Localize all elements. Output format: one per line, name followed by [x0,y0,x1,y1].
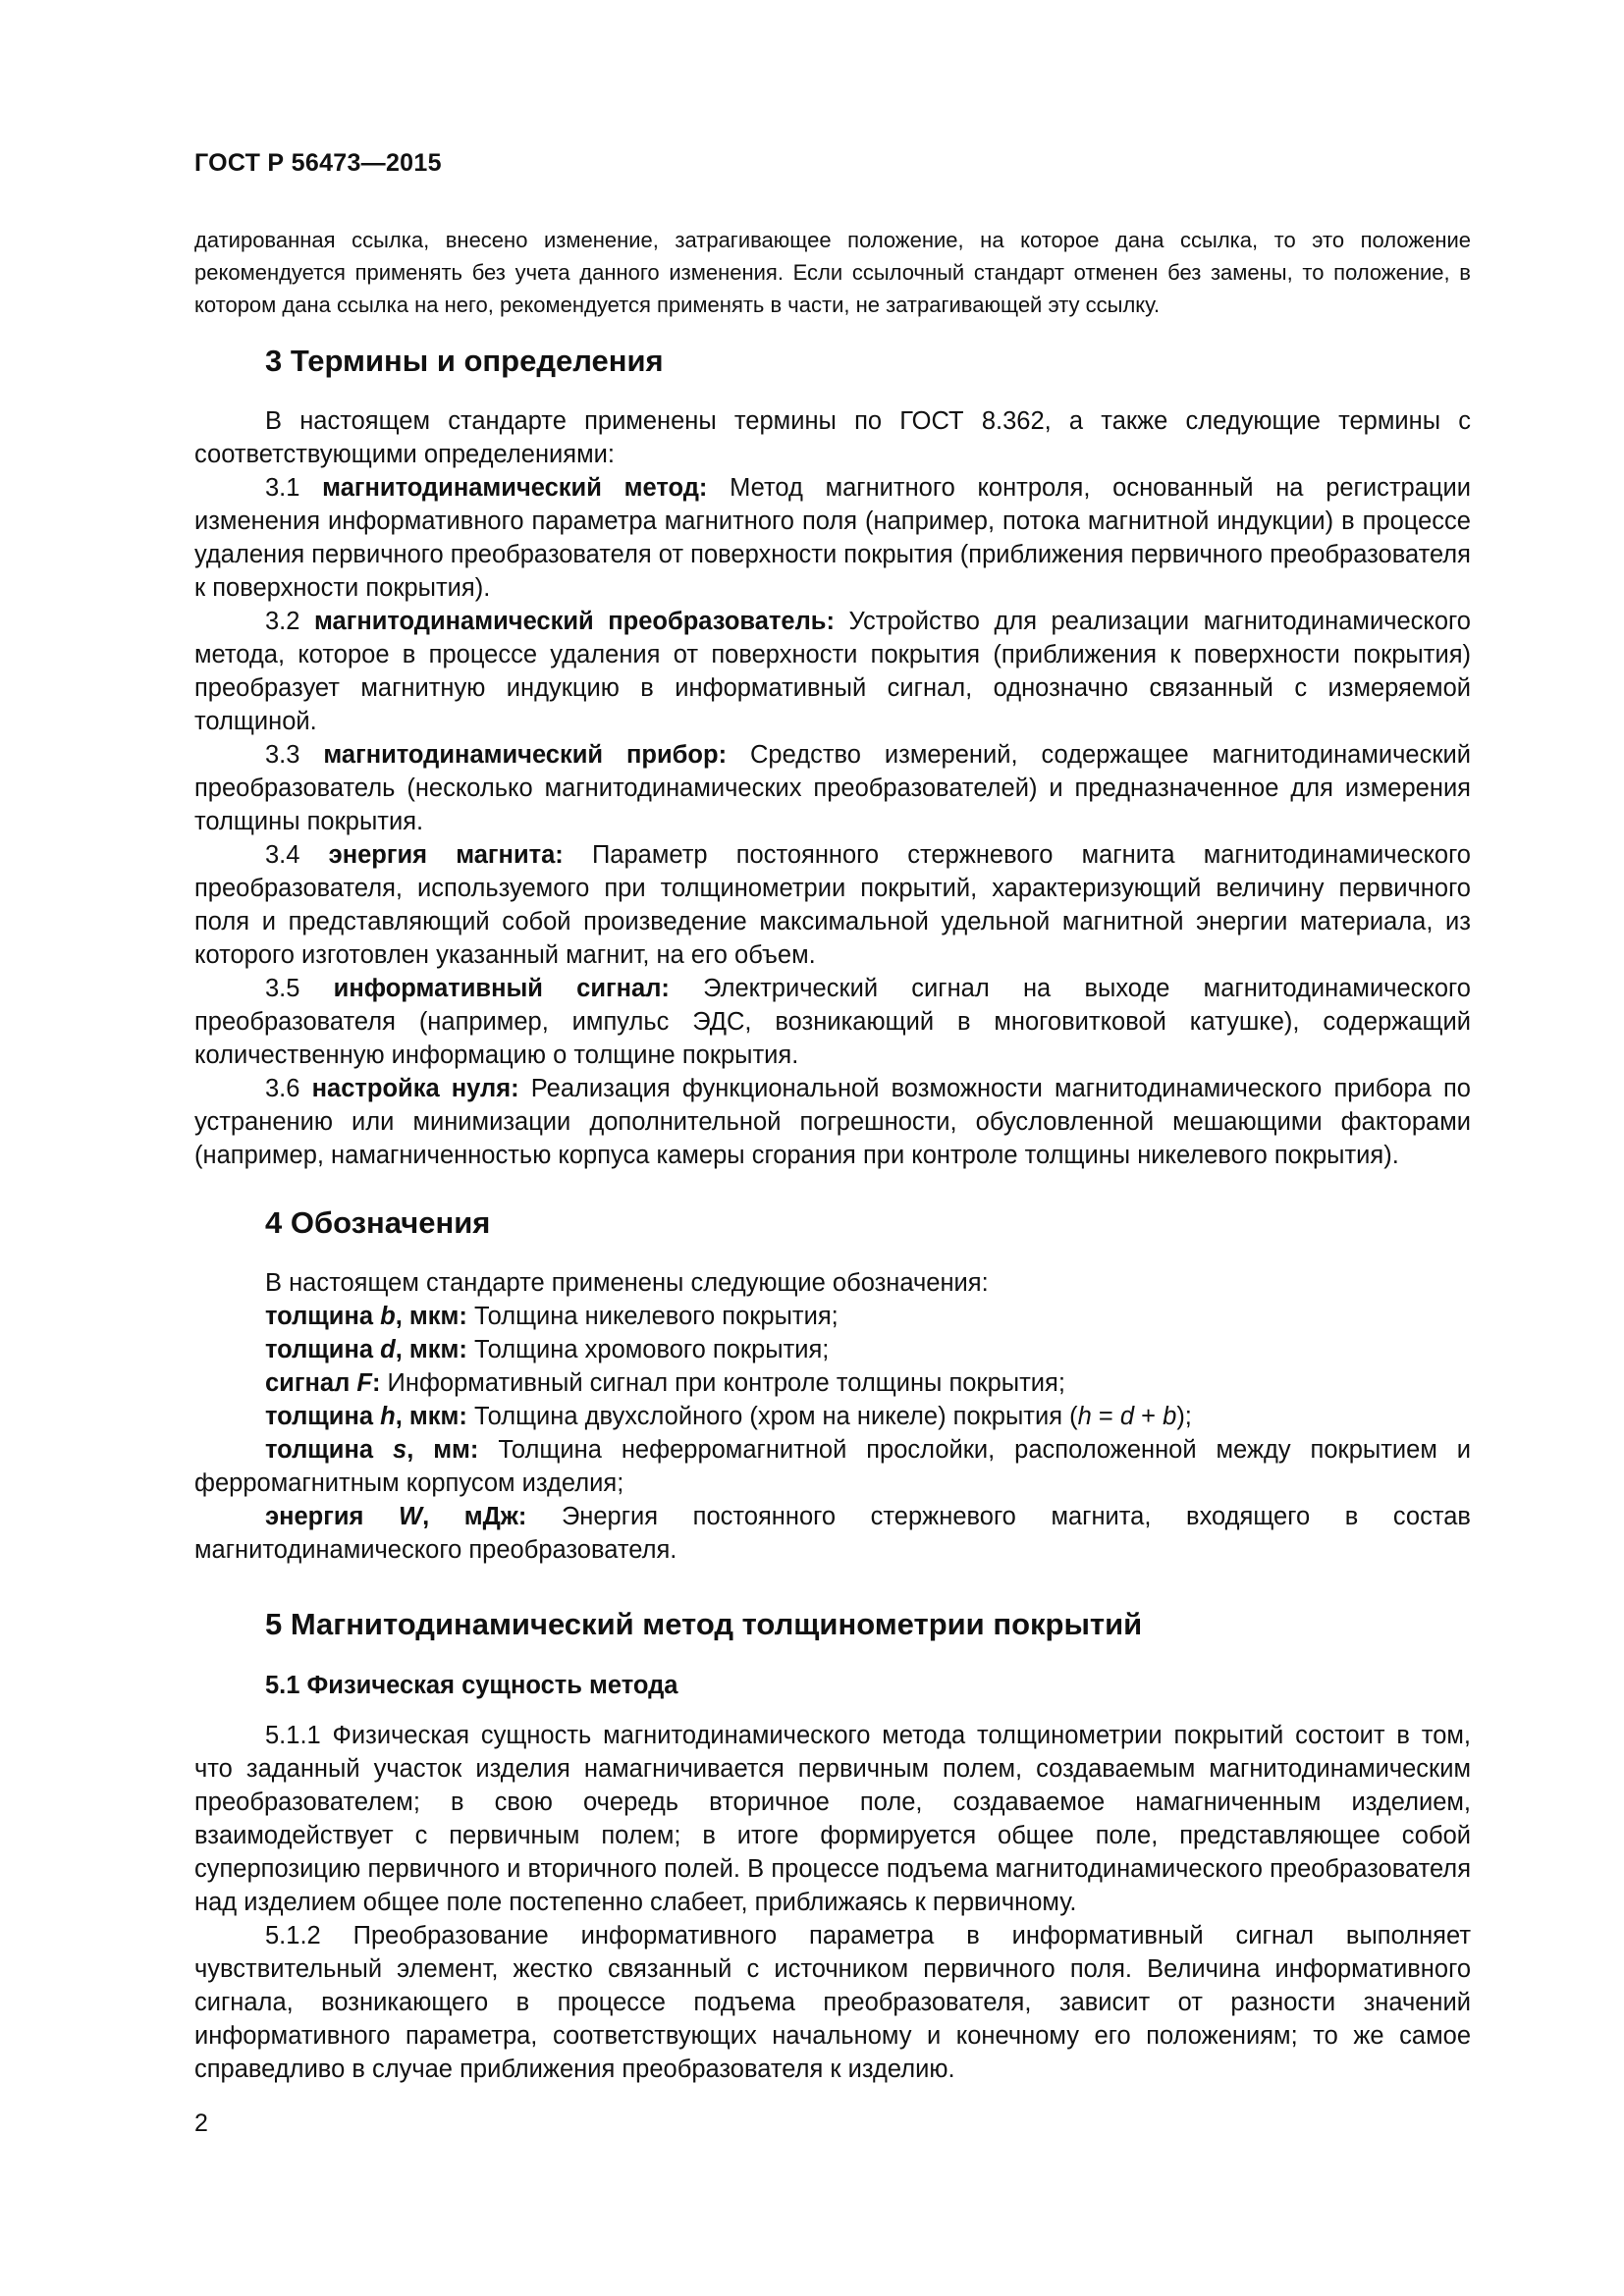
intro-paragraph: датированная ссылка, внесено изменение, затрагивающее положение, на которое дана ссылка, то это положение рекомендуется применять без учета данного изменения. Если ссылочный стандарт отменен без замены, то положение, в котором дана ссылка на него, рекомендуется применять в части, не затрагивающей эту ссылку. [194,228,1471,317]
term-3-5: 3.5 информативный сигнал: Электрический сигнал на выходе магнитодинамического преобразователя (например, импульс ЭДС, возникающий в многовитковой катушке), содержащий количественную информацию о толщине покрытия. [194,975,1471,1069]
symbol-b: толщина b, мкм: Толщина никелевого покрытия; [265,1303,839,1330]
symbol-f: сигнал F: Информативный сигнал при контроле толщины покрытия; [265,1369,1065,1397]
section-3-title: 3 Термины и определения [265,344,664,378]
term-3-3: 3.3 магнитодинамический прибор: Средство измерений, содержащее магнитодинамический преобразователь (несколько магнитодинамических преобразователей) и предназначенное для измерения толщины покрытия. [194,741,1471,835]
section-5-body [194,1719,1471,2086]
section-4-title: 4 Обозначения [265,1205,491,1240]
section-3-body [194,404,1471,1172]
page-number: 2 [194,2109,208,2137]
symbol-s: толщина s, мм: Толщина неферромагнитной прослойки, расположенной между покрытием и ферромагнитным корпусом изделия; [194,1436,1472,1497]
section-4-body [194,1266,1471,1567]
section-5-title: 5 Магнитодинамический метод толщинометрии покрытий [265,1607,1143,1641]
symbol-d: толщина d, мкм: Толщина хромового покрытия; [265,1336,830,1363]
term-3-1: 3.1 магнитодинамический метод: Метод магнитного контроля, основанный на регистрации изменения информативного параметра магнитного поля (например, потока магнитной индукции) в процессе удаления первичного преобразователя от поверхности покрытия (приближения первичного преобразователя к поверхности покрытия). [194,474,1471,602]
section-5-1-title: 5.1 Физическая сущность метода [265,1672,678,1699]
paragraph-5-1-1: 5.1.1 Физическая сущность магнитодинамического метода толщинометрии покрытий состоит в том, что заданный участок изделия намагничивается первичным полем, создаваемым магнитодинамическим преобразователем; в свою очередь вторичное поле, создаваемое намагниченным изделием, взаимодействует с первичным полем; в итоге формируется общее поле, представляющее собой суперпозицию первичного и вторичного полей. В процессе подъема магнитодинамического преобразователя над изделием общее поле постепенно слабеет, приближаясь к первичному. [194,1722,1471,1916]
paragraph-5-1-2: 5.1.2 Преобразование информативного параметра в информативный сигнал выполняет чувствительный элемент, жестко связанный с источником первичного поля. Величина информативного сигнала, возникающего в процессе подъема преобразователя, зависит от разности значений информативного параметра, соответствующих начальному и конечному его положениям; то же самое справедливо в случае приближения преобразователя к изделию. [194,1922,1471,2083]
section-4-lead: В настоящем стандарте применены следующие обозначения: [265,1269,989,1297]
document-code: ГОСТ Р 56473—2015 [194,149,442,177]
term-3-2: 3.2 магнитодинамический преобразователь: Устройство для реализации магнитодинамического метода, которое в процессе удаления от поверхности покрытия (приближения к поверхности покрытия) преобразует магнитную индукцию в информативный сигнал, однозначно связанный с измеряемой толщиной. [194,608,1471,735]
term-3-4: 3.4 энергия магнита: Параметр постоянного стержневого магнита магнитодинамического преобразователя, используемого при толщинометрии покрытий, характеризующий величину первичного поля и представляющий собой произведение максимальной удельной магнитной энергии материала, из которого изготовлен указанный магнит, на его объем. [194,841,1471,969]
term-3-6: 3.6 настройка нуля: Реализация функциональной возможности магнитодинамического прибора по устранению или минимизации дополнительной погрешности, обусловленной мешающими факторами (например, намагниченностью корпуса камеры сгорания при контроле толщины никелевого покрытия). [194,1075,1471,1169]
section-3-lead: В настоящем стандарте применены термины по ГОСТ 8.362, а также следующие термины с соответствующими определениями: [194,407,1471,468]
symbol-h: толщина h, мкм: Толщина двухслойного (хром на никеле) покрытия (h = d + b); [265,1403,1192,1430]
symbol-w: энергия W, мДж: Энергия постоянного стержневого магнита, входящего в состав магнитодинамического преобразователя. [194,1503,1471,1564]
